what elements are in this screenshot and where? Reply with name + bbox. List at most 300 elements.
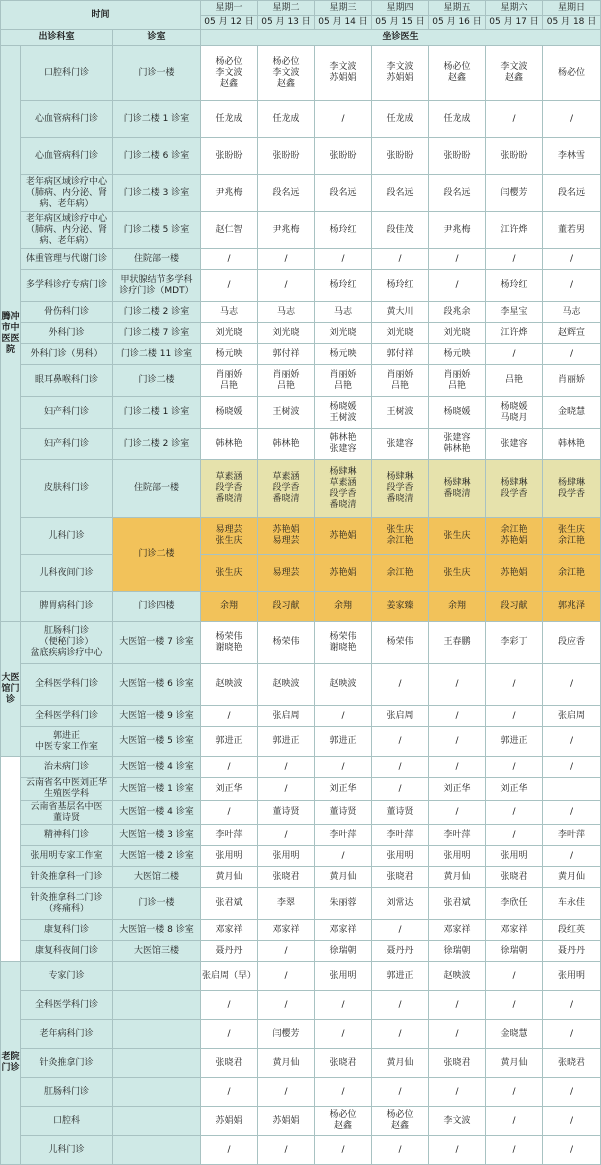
room-cell: 门诊二楼 7 诊室 bbox=[113, 323, 201, 344]
doctor-cell: 邓家祥 bbox=[315, 920, 372, 941]
schedule-row bbox=[1, 867, 601, 888]
schedule-row bbox=[1, 825, 601, 846]
doctor-cell: 杨元映 bbox=[429, 344, 486, 365]
doctor-cell: 段名远 bbox=[429, 175, 486, 212]
doctor-cell: / bbox=[429, 706, 486, 727]
doctor-cell: 段名远 bbox=[543, 175, 601, 212]
room-cell bbox=[113, 1136, 201, 1165]
doctor-cell: 邓家祥 bbox=[201, 920, 258, 941]
date-1: 05 月 12 日 bbox=[201, 16, 258, 30]
doctor-cell: 苏艳娟 bbox=[315, 518, 372, 555]
doctor-cell: / bbox=[429, 249, 486, 270]
doctor-cell: 车永佳 bbox=[543, 888, 601, 920]
doctor-cell: 姜家臻 bbox=[372, 592, 429, 622]
doctor-cell: 苏娟娟 bbox=[201, 1107, 258, 1136]
doctor-cell: 张用明 bbox=[543, 962, 601, 991]
doctor-cell: / bbox=[315, 101, 372, 138]
schedule-row bbox=[1, 460, 601, 518]
doctor-cell: 李文波 苏娟娟 bbox=[315, 46, 372, 101]
doctor-cell: 刘光晓 bbox=[429, 323, 486, 344]
department-cell: 体重管理与代谢门诊 bbox=[21, 249, 113, 270]
doctor-cell: 董若男 bbox=[543, 212, 601, 249]
doctor-cell: / bbox=[201, 991, 258, 1020]
schedule-row bbox=[1, 801, 601, 825]
doctor-cell: 余翔 bbox=[429, 592, 486, 622]
doctor-cell: 余翔 bbox=[315, 592, 372, 622]
doctor-cell: 杨必位 赵鑫 bbox=[372, 1107, 429, 1136]
doctor-cell bbox=[543, 778, 601, 801]
doctor-cell: 张盼盼 bbox=[486, 138, 543, 175]
doctor-cell: / bbox=[543, 846, 601, 867]
doctor-cell: 马志 bbox=[201, 302, 258, 323]
doctor-cell: 张君斌 bbox=[429, 888, 486, 920]
doctor-cell: 杨肆琳 段学香 番晓清 bbox=[372, 460, 429, 518]
department-cell: 云南省基层名中医 董诗贤 bbox=[21, 801, 113, 825]
room-cell: 大医馆一楼 6 诊室 bbox=[113, 664, 201, 706]
doctor-cell: / bbox=[429, 664, 486, 706]
doctor-cell: / bbox=[429, 1020, 486, 1049]
schedule-row bbox=[1, 888, 601, 920]
doctor-cell: 杨肆琳 番晓清 bbox=[429, 460, 486, 518]
doctor-cell: 聂丹丹 bbox=[201, 941, 258, 962]
doctor-header: 坐诊医生 bbox=[201, 30, 601, 46]
doctor-cell: 江许烨 bbox=[486, 323, 543, 344]
doctor-cell: 李彩丁 bbox=[486, 622, 543, 664]
doctor-cell: 马志 bbox=[543, 302, 601, 323]
doctor-cell: / bbox=[372, 1078, 429, 1107]
doctor-cell: 张用明 bbox=[315, 962, 372, 991]
doctor-cell: / bbox=[486, 825, 543, 846]
doctor-cell: 张晓君 bbox=[543, 1049, 601, 1078]
doctor-cell: 易理芸 bbox=[258, 555, 315, 592]
schedule-row bbox=[1, 920, 601, 941]
doctor-cell: 金晓慧 bbox=[543, 397, 601, 429]
doctor-cell: 段佳茂 bbox=[372, 212, 429, 249]
room-cell bbox=[113, 1049, 201, 1078]
doctor-cell: 邓家祥 bbox=[486, 920, 543, 941]
schedule-row bbox=[1, 249, 601, 270]
schedule-row bbox=[1, 706, 601, 727]
room-header: 诊室 bbox=[113, 30, 201, 46]
doctor-cell: 郭付祥 bbox=[258, 344, 315, 365]
doctor-cell: 刘光晓 bbox=[372, 323, 429, 344]
doctor-cell: / bbox=[543, 101, 601, 138]
doctor-cell: 肖丽娇 吕艳 bbox=[258, 365, 315, 397]
doctor-cell: 李叶萍 bbox=[201, 825, 258, 846]
doctor-cell: 余江艳 苏艳娟 bbox=[486, 518, 543, 555]
doctor-cell: / bbox=[429, 270, 486, 302]
room-cell: 门诊二楼 bbox=[113, 365, 201, 397]
doctor-cell: 任龙成 bbox=[429, 101, 486, 138]
doctor-cell: 董诗贤 bbox=[315, 801, 372, 825]
doctor-cell: 刘光晓 bbox=[258, 323, 315, 344]
doctor-cell: / bbox=[258, 1136, 315, 1165]
doctor-cell: 张启周 bbox=[543, 706, 601, 727]
department-cell: 针灸推拿门诊 bbox=[21, 1049, 113, 1078]
doctor-cell: 郭进正 bbox=[486, 727, 543, 757]
doctor-cell: / bbox=[486, 706, 543, 727]
room-cell: 门诊二楼 1 诊室 bbox=[113, 397, 201, 429]
department-cell: 皮肤科门诊 bbox=[21, 460, 113, 518]
room-cell: 门诊二楼 2 诊室 bbox=[113, 302, 201, 323]
room-cell: 门诊二楼 bbox=[113, 518, 201, 592]
doctor-cell: 韩林艳 张建容 bbox=[315, 429, 372, 460]
doctor-cell: 张生庆 余江艳 bbox=[372, 518, 429, 555]
doctor-cell: 杨必位 赵鑫 bbox=[315, 1107, 372, 1136]
doctor-cell: 金晓慧 bbox=[486, 1020, 543, 1049]
doctor-cell: 朱丽蓉 bbox=[315, 888, 372, 920]
department-cell: 专家门诊 bbox=[21, 962, 113, 991]
schedule-row bbox=[1, 1107, 601, 1136]
doctor-cell: 余江艳 bbox=[372, 555, 429, 592]
doctor-cell: 聂丹丹 bbox=[543, 941, 601, 962]
doctor-cell: / bbox=[315, 706, 372, 727]
doctor-cell: 杨肆琳 段学香 bbox=[486, 460, 543, 518]
schedule-row bbox=[1, 46, 601, 101]
doctor-cell: 张用明 bbox=[201, 846, 258, 867]
department-cell: 针灸推拿科一门诊 bbox=[21, 867, 113, 888]
doctor-cell: / bbox=[315, 991, 372, 1020]
department-cell: 口腔科 bbox=[21, 1107, 113, 1136]
doctor-cell: / bbox=[543, 344, 601, 365]
doctor-cell: 任龙成 bbox=[201, 101, 258, 138]
schedule-row bbox=[1, 429, 601, 460]
doctor-cell: 苏艳娟 bbox=[486, 555, 543, 592]
doctor-cell: / bbox=[486, 1136, 543, 1165]
room-cell: 大医馆一楼 9 诊室 bbox=[113, 706, 201, 727]
doctor-cell: 杨荣伟 bbox=[372, 622, 429, 664]
department-cell: 骨伤科门诊 bbox=[21, 302, 113, 323]
doctor-cell: 尹兆梅 bbox=[429, 212, 486, 249]
department-cell: 针灸推拿科二门诊 （疼痛科） bbox=[21, 888, 113, 920]
doctor-cell: / bbox=[543, 757, 601, 778]
doctor-cell: 张晓君 bbox=[315, 1049, 372, 1078]
doctor-cell: 任龙成 bbox=[372, 101, 429, 138]
doctor-cell: 赵映波 bbox=[201, 664, 258, 706]
room-cell: 大医馆一楼 3 诊室 bbox=[113, 825, 201, 846]
schedule-row bbox=[1, 212, 601, 249]
doctor-cell: 张生庆 bbox=[429, 555, 486, 592]
doctor-cell: 杨晓媛 bbox=[201, 397, 258, 429]
department-cell: 老年病科门诊 bbox=[21, 1020, 113, 1049]
schedule-row bbox=[1, 138, 601, 175]
department-cell: 多学科诊疗专病门诊 bbox=[21, 270, 113, 302]
department-cell: 全科医学科门诊 bbox=[21, 991, 113, 1020]
department-cell: 郭进正 中医专家工作室 bbox=[21, 727, 113, 757]
doctor-cell: 杨肆琳 草素涵 段学香 番晓清 bbox=[315, 460, 372, 518]
department-cell: 口腔科门诊 bbox=[21, 46, 113, 101]
doctor-cell: 徐瑞朝 bbox=[429, 941, 486, 962]
doctor-cell: 草素涵 段学香 番晓清 bbox=[258, 460, 315, 518]
doctor-cell: 李叶萍 bbox=[315, 825, 372, 846]
doctor-cell: 尹兆梅 bbox=[258, 212, 315, 249]
doctor-cell: 刘光晓 bbox=[201, 323, 258, 344]
doctor-cell: / bbox=[486, 664, 543, 706]
doctor-cell: 苏娟娟 bbox=[258, 1107, 315, 1136]
department-cell: 儿科门诊 bbox=[21, 518, 113, 555]
doctor-cell: / bbox=[486, 962, 543, 991]
doctor-cell: 董诗贤 bbox=[258, 801, 315, 825]
room-cell bbox=[113, 991, 201, 1020]
doctor-cell: / bbox=[258, 1078, 315, 1107]
doctor-cell: 草素涵 段学香 番晓清 bbox=[201, 460, 258, 518]
date-5: 05 月 16 日 bbox=[429, 16, 486, 30]
doctor-cell: 杨元映 bbox=[201, 344, 258, 365]
department-cell: 云南省名中医刘正华 生殖医学科 bbox=[21, 778, 113, 801]
schedule-row bbox=[1, 397, 601, 429]
doctor-cell: 郭进正 bbox=[315, 727, 372, 757]
doctor-cell: / bbox=[258, 825, 315, 846]
doctor-cell: / bbox=[372, 920, 429, 941]
doctor-cell: / bbox=[486, 1078, 543, 1107]
doctor-cell: 余翔 bbox=[201, 592, 258, 622]
doctor-cell: / bbox=[258, 249, 315, 270]
doctor-cell: 李林雪 bbox=[543, 138, 601, 175]
department-cell: 康复科夜间门诊 bbox=[21, 941, 113, 962]
doctor-cell: / bbox=[543, 664, 601, 706]
schedule-row bbox=[1, 344, 601, 365]
date-6: 05 月 17 日 bbox=[486, 16, 543, 30]
hospital-group-label: 腾冲市中医医院 bbox=[1, 46, 21, 622]
room-cell: 门诊一楼 bbox=[113, 46, 201, 101]
doctor-cell: 郭进正 bbox=[201, 727, 258, 757]
doctor-cell: 杨荣伟 谢晓艳 bbox=[315, 622, 372, 664]
doctor-cell: 黄月仙 bbox=[258, 1049, 315, 1078]
room-cell: 大医馆一楼 4 诊室 bbox=[113, 757, 201, 778]
doctor-cell: / bbox=[315, 1020, 372, 1049]
doctor-cell: / bbox=[372, 664, 429, 706]
doctor-cell: 张盼盼 bbox=[258, 138, 315, 175]
doctor-cell: 韩林艳 bbox=[201, 429, 258, 460]
doctor-cell: 杨玲红 bbox=[372, 270, 429, 302]
doctor-cell: 赵映波 bbox=[429, 962, 486, 991]
doctor-cell: 刘光晓 bbox=[315, 323, 372, 344]
room-cell: 大医馆一楼 4 诊室 bbox=[113, 801, 201, 825]
doctor-cell: / bbox=[258, 778, 315, 801]
doctor-cell: 杨荣伟 bbox=[258, 622, 315, 664]
weekday-7: 星期日 bbox=[543, 1, 601, 16]
doctor-cell: / bbox=[543, 727, 601, 757]
doctor-cell: / bbox=[429, 801, 486, 825]
date-7: 05 月 18 日 bbox=[543, 16, 601, 30]
doctor-cell: 闫樱芳 bbox=[486, 175, 543, 212]
doctor-cell: / bbox=[258, 270, 315, 302]
schedule-row bbox=[1, 664, 601, 706]
department-cell: 妇产科门诊 bbox=[21, 397, 113, 429]
hospital-group-label: 老院门诊 bbox=[1, 962, 21, 1165]
doctor-cell: / bbox=[201, 706, 258, 727]
doctor-cell: / bbox=[486, 249, 543, 270]
doctor-cell: / bbox=[315, 1078, 372, 1107]
doctor-cell: 马志 bbox=[315, 302, 372, 323]
doctor-cell: / bbox=[201, 801, 258, 825]
department-cell: 心血管病科门诊 bbox=[21, 138, 113, 175]
doctor-cell: 赵映波 bbox=[315, 664, 372, 706]
doctor-cell: / bbox=[315, 757, 372, 778]
doctor-cell: / bbox=[543, 991, 601, 1020]
doctor-cell: 张启周（早） bbox=[201, 962, 258, 991]
doctor-cell: / bbox=[429, 757, 486, 778]
room-cell: 门诊一楼 bbox=[113, 888, 201, 920]
doctor-cell: 赵映波 bbox=[258, 664, 315, 706]
doctor-cell: / bbox=[429, 991, 486, 1020]
doctor-cell: 段名远 bbox=[315, 175, 372, 212]
doctor-cell: 张晓君 bbox=[258, 867, 315, 888]
doctor-cell: 肖丽娇 吕艳 bbox=[372, 365, 429, 397]
doctor-cell: / bbox=[543, 249, 601, 270]
doctor-cell: 张启周 bbox=[258, 706, 315, 727]
doctor-cell: 肖丽娇 吕艳 bbox=[201, 365, 258, 397]
room-cell: 大医馆一楼 1 诊室 bbox=[113, 778, 201, 801]
doctor-cell: 尹兆梅 bbox=[201, 175, 258, 212]
doctor-cell: 杨晓媛 马晓月 bbox=[486, 397, 543, 429]
doctor-cell: / bbox=[201, 249, 258, 270]
doctor-cell: 张盼盼 bbox=[201, 138, 258, 175]
department-cell: 老年病区域诊疗中心 （肺病、内分泌、肾病、老年病） bbox=[21, 212, 113, 249]
doctor-cell: 刘正华 bbox=[201, 778, 258, 801]
doctor-cell: 马志 bbox=[258, 302, 315, 323]
department-cell: 张用明专家工作室 bbox=[21, 846, 113, 867]
doctor-cell: / bbox=[372, 778, 429, 801]
doctor-cell: / bbox=[201, 1020, 258, 1049]
doctor-cell: 杨元映 bbox=[315, 344, 372, 365]
room-cell: 门诊四楼 bbox=[113, 592, 201, 622]
doctor-cell: / bbox=[486, 344, 543, 365]
doctor-cell: 张用明 bbox=[429, 846, 486, 867]
doctor-cell: 任龙成 bbox=[258, 101, 315, 138]
schedule-row bbox=[1, 175, 601, 212]
doctor-cell: 董诗贤 bbox=[372, 801, 429, 825]
room-cell: 门诊二楼 11 诊室 bbox=[113, 344, 201, 365]
room-cell: 门诊二楼 3 诊室 bbox=[113, 175, 201, 212]
doctor-cell: 黄大川 bbox=[372, 302, 429, 323]
weekday-2: 星期二 bbox=[258, 1, 315, 16]
doctor-cell: 江许烨 bbox=[486, 212, 543, 249]
doctor-cell: 张盼盼 bbox=[315, 138, 372, 175]
doctor-cell: 韩林艳 bbox=[543, 429, 601, 460]
doctor-cell: 郭付祥 bbox=[372, 344, 429, 365]
department-cell: 儿科夜间门诊 bbox=[21, 555, 113, 592]
doctor-cell: 张盼盼 bbox=[429, 138, 486, 175]
doctor-cell: 杨必位 bbox=[543, 46, 601, 101]
doctor-cell: / bbox=[201, 1078, 258, 1107]
doctor-cell: 刘正华 bbox=[486, 778, 543, 801]
doctor-cell: / bbox=[543, 1107, 601, 1136]
doctor-cell: 邓家祥 bbox=[429, 920, 486, 941]
doctor-cell: / bbox=[201, 757, 258, 778]
doctor-cell: / bbox=[372, 757, 429, 778]
room-cell: 门诊二楼 6 诊室 bbox=[113, 138, 201, 175]
department-cell: 妇产科门诊 bbox=[21, 429, 113, 460]
doctor-cell: / bbox=[372, 727, 429, 757]
doctor-cell: 杨玲红 bbox=[315, 212, 372, 249]
doctor-cell: 黄月仙 bbox=[201, 867, 258, 888]
doctor-cell: 刘正华 bbox=[429, 778, 486, 801]
doctor-cell: 吕艳 bbox=[486, 365, 543, 397]
doctor-cell: 张建容 bbox=[372, 429, 429, 460]
schedule-row bbox=[1, 365, 601, 397]
doctor-cell: 徐瑞朝 bbox=[315, 941, 372, 962]
doctor-cell: 李欣任 bbox=[486, 888, 543, 920]
doctor-cell: 王树波 bbox=[372, 397, 429, 429]
doctor-cell: 徐瑞朝 bbox=[486, 941, 543, 962]
schedule-row bbox=[1, 323, 601, 344]
doctor-cell: 李星宝 bbox=[486, 302, 543, 323]
doctor-cell: 段红英 bbox=[543, 920, 601, 941]
doctor-cell: 邓家祥 bbox=[258, 920, 315, 941]
room-cell: 大医馆一楼 7 诊室 bbox=[113, 622, 201, 664]
department-cell: 眼耳鼻喉科门诊 bbox=[21, 365, 113, 397]
department-cell: 老年病区域诊疗中心 （肺病、内分泌、肾病、老年病） bbox=[21, 175, 113, 212]
doctor-cell: / bbox=[258, 757, 315, 778]
doctor-cell: / bbox=[201, 270, 258, 302]
doctor-cell: / bbox=[486, 1107, 543, 1136]
time-header: 时间 bbox=[1, 1, 201, 30]
doctor-cell: 张晓君 bbox=[201, 1049, 258, 1078]
schedule-row bbox=[1, 555, 601, 592]
doctor-cell: 黄月仙 bbox=[543, 867, 601, 888]
doctor-cell: 郭进正 bbox=[372, 962, 429, 991]
room-cell: 大医馆二楼 bbox=[113, 867, 201, 888]
date-4: 05 月 15 日 bbox=[372, 16, 429, 30]
schedule-row bbox=[1, 622, 601, 664]
doctor-cell: 李文波 赵鑫 bbox=[486, 46, 543, 101]
room-cell bbox=[113, 1020, 201, 1049]
date-2: 05 月 13 日 bbox=[258, 16, 315, 30]
doctor-cell: 李叶萍 bbox=[372, 825, 429, 846]
doctor-cell: 易理芸 张生庆 bbox=[201, 518, 258, 555]
weekday-5: 星期五 bbox=[429, 1, 486, 16]
doctor-cell: 李叶萍 bbox=[543, 825, 601, 846]
doctor-cell: 李文波 bbox=[429, 1107, 486, 1136]
doctor-cell: 段习献 bbox=[486, 592, 543, 622]
schedule-row bbox=[1, 302, 601, 323]
doctor-cell: / bbox=[372, 991, 429, 1020]
doctor-cell: / bbox=[543, 1020, 601, 1049]
schedule-row bbox=[1, 270, 601, 302]
doctor-cell: 赵辉宣 bbox=[543, 323, 601, 344]
department-cell: 外科门诊 bbox=[21, 323, 113, 344]
doctor-cell: 杨必位 赵鑫 bbox=[429, 46, 486, 101]
department-cell: 康复科门诊 bbox=[21, 920, 113, 941]
doctor-cell: / bbox=[258, 941, 315, 962]
doctor-cell: 张用明 bbox=[372, 846, 429, 867]
doctor-cell: 余江艳 bbox=[543, 555, 601, 592]
department-cell: 治未病门诊 bbox=[21, 757, 113, 778]
doctor-cell: / bbox=[372, 1136, 429, 1165]
doctor-cell: 李翠 bbox=[258, 888, 315, 920]
room-cell: 大医馆一楼 2 诊室 bbox=[113, 846, 201, 867]
department-cell: 全科医学科门诊 bbox=[21, 664, 113, 706]
doctor-cell: 张晓君 bbox=[372, 867, 429, 888]
doctor-cell: 肖丽娇 吕艳 bbox=[315, 365, 372, 397]
room-cell bbox=[113, 1107, 201, 1136]
doctor-cell: 杨玲红 bbox=[315, 270, 372, 302]
schedule-row bbox=[1, 1020, 601, 1049]
department-cell: 精神科门诊 bbox=[21, 825, 113, 846]
doctor-cell: 刘正华 bbox=[315, 778, 372, 801]
doctor-cell: 李文波 苏娟娟 bbox=[372, 46, 429, 101]
doctor-cell: / bbox=[315, 1136, 372, 1165]
doctor-cell: 苏艳娟 bbox=[315, 555, 372, 592]
doctor-cell: 郭进正 bbox=[258, 727, 315, 757]
hospital-group-label bbox=[1, 757, 21, 962]
doctor-cell: / bbox=[543, 1136, 601, 1165]
doctor-cell: 张晓君 bbox=[429, 1049, 486, 1078]
doctor-cell: 张盼盼 bbox=[372, 138, 429, 175]
room-cell: 住院部一楼 bbox=[113, 460, 201, 518]
doctor-cell: 刘常达 bbox=[372, 888, 429, 920]
